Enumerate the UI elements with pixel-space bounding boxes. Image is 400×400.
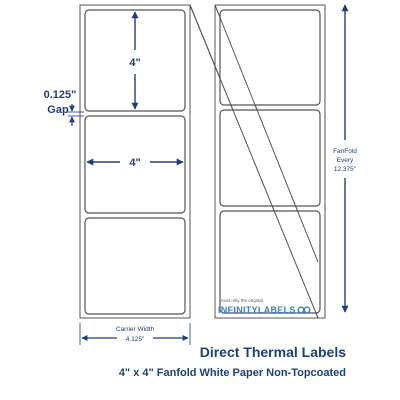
caption	[119, 344, 346, 379]
label-height-text: 4"	[129, 57, 141, 69]
caption-subtitle: 4" x 4" Fanfold White Paper Non-Topcoated	[118, 367, 346, 379]
carrier-width-label: Carrier Width	[115, 326, 155, 333]
fanfold-text-2: Every	[336, 157, 354, 164]
fanfold-text-1: FanFold	[333, 148, 357, 155]
caption-title: Direct Thermal Labels	[199, 344, 346, 360]
label-3	[85, 218, 185, 314]
gap-dimension	[44, 89, 84, 126]
label-width-text: 4"	[129, 157, 141, 169]
gap-word-text: Gap	[47, 104, 69, 116]
folded-label-1	[220, 10, 320, 105]
folded-label-2	[220, 110, 320, 206]
right-folded-stack	[190, 5, 325, 318]
gap-value-text: 0.125"	[43, 89, 77, 101]
fanfold-dimension	[333, 5, 357, 312]
brand-name: INFINITYLABELS	[218, 305, 296, 315]
carrier-width-value: 4.125"	[125, 336, 145, 343]
carrier-width-dimension	[80, 323, 190, 345]
fanfold-text-3: 12.375"	[333, 166, 357, 173]
brand-tagline: trust only the original	[221, 298, 263, 303]
